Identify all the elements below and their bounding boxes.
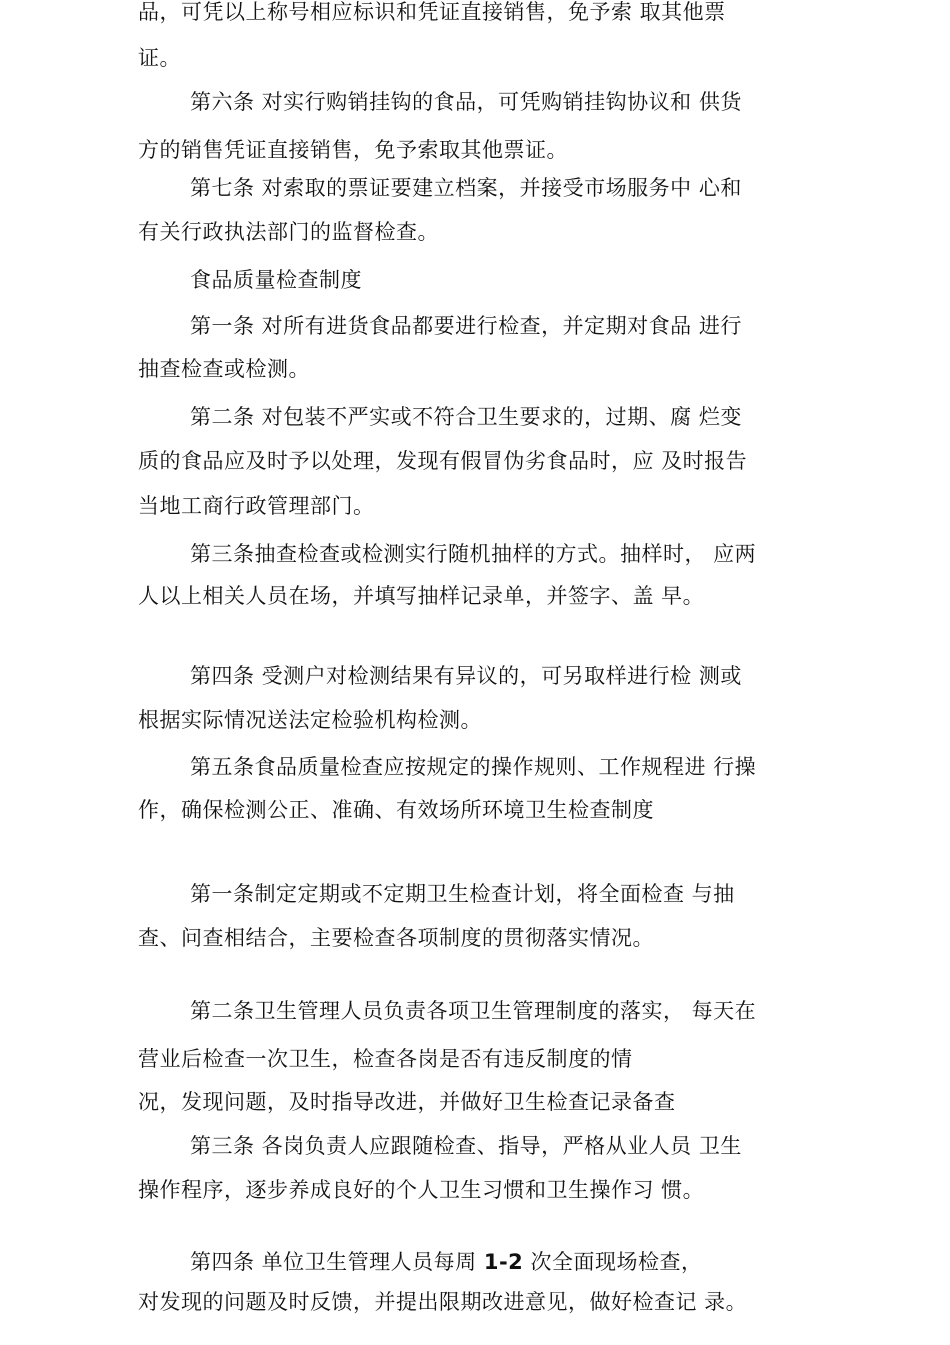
paragraph-line: 证。 xyxy=(138,46,181,70)
frequency-number: 1-2 xyxy=(483,1250,524,1274)
paragraph-line: 第二条 对包装不严实或不符合卫生要求的，过期、腐 烂变 xyxy=(190,405,742,429)
paragraph-line: 查、问查相结合，主要检查各项制度的贯彻落实情况。 xyxy=(138,926,654,950)
paragraph-line: 营业后检查一次卫生，检查各岗是否有违反制度的情 xyxy=(138,1047,633,1071)
paragraph-line: 第六条 对实行购销挂钩的食品，可凭购销挂钩协议和 供货 xyxy=(190,90,742,114)
paragraph-line: 当地工商行政管理部门。 xyxy=(138,494,375,518)
paragraph-line: 质的食品应及时予以处理，发现有假冒伪劣食品时，应 及时报告 xyxy=(138,449,748,473)
paragraph-line-weekly-check xyxy=(190,1248,703,1276)
paragraph-line: 抽查检查或检测。 xyxy=(138,357,310,381)
paragraph-line: 第四条 受测户对检测结果有异议的，可另取样进行检 测或 xyxy=(190,664,742,688)
paragraph-line: 有关行政执法部门的监督检查。 xyxy=(138,220,439,244)
paragraph-line: 食品质量检查制度 xyxy=(190,268,362,292)
paragraph-line: 第五条食品质量检查应按规定的操作规则、工作规程进 行操 xyxy=(190,755,757,779)
paragraph-line: 第三条抽查检查或检测实行随机抽样的方式。抽样时， 应两 xyxy=(190,542,757,566)
paragraph-line: 第三条 各岗负责人应跟随检查、指导，严格从业人员 卫生 xyxy=(190,1134,742,1158)
paragraph-line: 根据实际情况送法定检验机构检测。 xyxy=(138,708,482,732)
paragraph-line: 作，确保检测公正、准确、有效场所环境卫生检查制度 xyxy=(138,798,654,822)
paragraph-line: 对发现的问题及时反馈，并提出限期改进意见，做好检查记 录。 xyxy=(138,1290,748,1314)
paragraph-line: 况，发现问题，及时指导改进，并做好卫生检查记录备查 xyxy=(138,1090,676,1114)
paragraph-line: 第七条 对索取的票证要建立档案，并接受市场服务中 心和 xyxy=(190,176,742,200)
paragraph-line: 第二条卫生管理人员负责各项卫生管理制度的落实， 每天在 xyxy=(190,999,757,1023)
paragraph-line: 品，可凭以上称号相应标识和凭证直接销售，免予索 取其他票 xyxy=(138,0,726,24)
paragraph-line: 方的销售凭证直接销售，免予索取其他票证。 xyxy=(138,138,568,162)
paragraph-line: 人以上相关人员在场，并填写抽样记录单，并签字、盖 早。 xyxy=(138,584,705,608)
line-prefix: 第四条 单位卫生管理人员每周 xyxy=(190,1250,484,1274)
paragraph-line: 操作程序，逐步养成良好的个人卫生习惯和卫生操作习 惯。 xyxy=(138,1178,705,1202)
line-suffix: 次全面现场检查， xyxy=(523,1250,703,1274)
paragraph-line: 第一条 对所有进货食品都要进行检查，并定期对食品 进行 xyxy=(190,314,742,338)
paragraph-line: 第一条制定定期或不定期卫生检查计划，将全面检查 与抽 xyxy=(190,882,735,906)
